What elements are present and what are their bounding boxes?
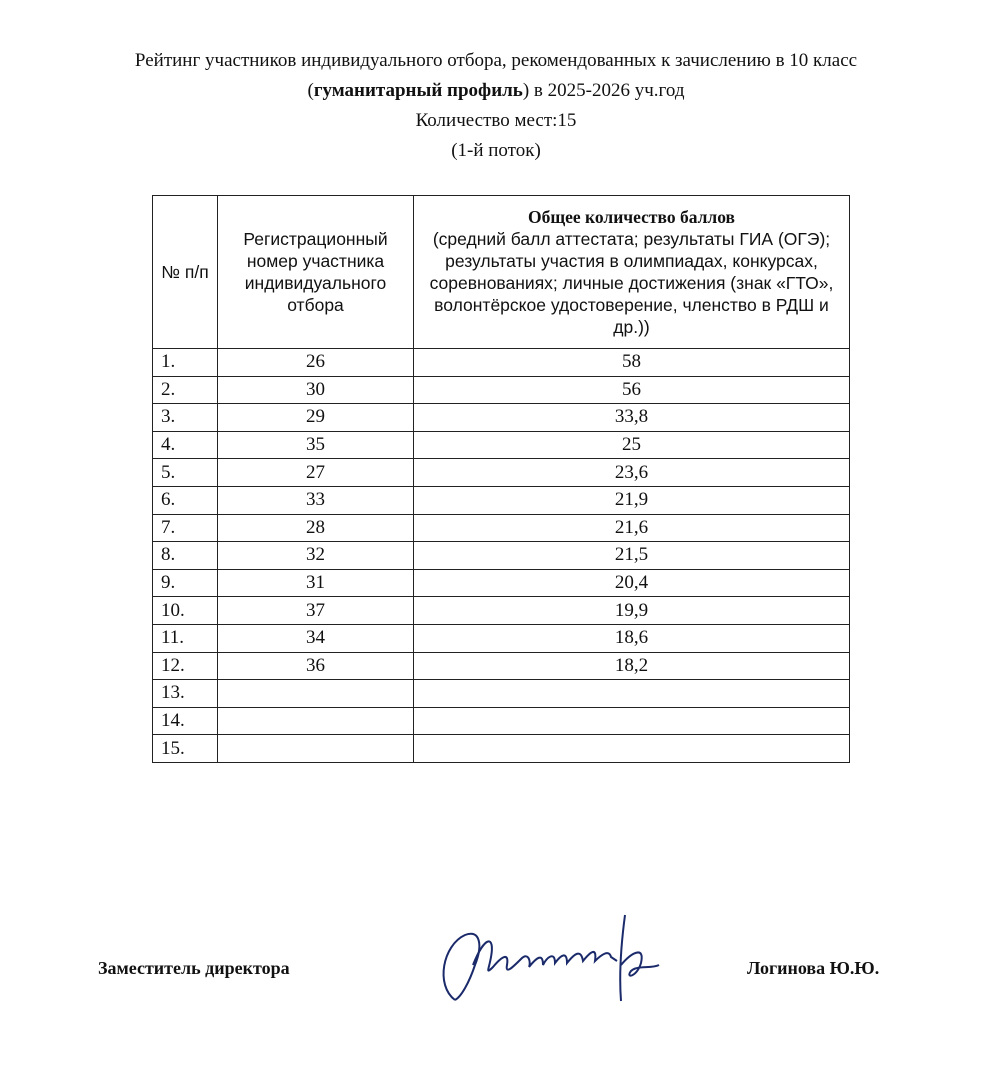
table-row (153, 569, 850, 597)
row-reg-number: 36 (218, 652, 414, 680)
stream-label: (1-й поток) (451, 140, 541, 161)
table-row (153, 735, 850, 763)
row-reg-number (218, 707, 414, 735)
header-reg-number: Регистрационный номер участника индивидуального отбора (218, 196, 414, 349)
rating-table (152, 195, 850, 763)
row-reg-number: 27 (218, 459, 414, 487)
table-row (153, 349, 850, 377)
row-number: 3. (153, 404, 218, 432)
row-reg-number: 29 (218, 404, 414, 432)
table-row (153, 624, 850, 652)
row-score (414, 735, 850, 763)
document-title: Рейтинг участников индивидуального отбора, рекомендованных к зачислению в 10 класс (134, 50, 858, 71)
row-number: 8. (153, 542, 218, 570)
row-reg-number (218, 735, 414, 763)
table-row (153, 597, 850, 625)
profile-open: ( (307, 80, 314, 101)
table-row (153, 680, 850, 708)
table-row (153, 652, 850, 680)
row-number: 10. (153, 597, 218, 625)
table-row (153, 459, 850, 487)
row-number: 2. (153, 376, 218, 404)
row-number: 1. (153, 349, 218, 377)
row-score: 25 (414, 431, 850, 459)
row-reg-number (218, 680, 414, 708)
row-number: 13. (153, 680, 218, 708)
row-reg-number: 34 (218, 624, 414, 652)
row-score: 21,9 (414, 486, 850, 514)
row-reg-number: 32 (218, 542, 414, 570)
row-score: 58 (414, 349, 850, 377)
header-score (414, 196, 850, 349)
row-number: 7. (153, 514, 218, 542)
profile-line (0, 76, 992, 106)
row-reg-number: 26 (218, 349, 414, 377)
table-row (153, 376, 850, 404)
row-score: 18,2 (414, 652, 850, 680)
document-header (0, 46, 992, 166)
row-reg-number: 28 (218, 514, 414, 542)
signer-position: Заместитель директора (98, 958, 290, 978)
row-score: 56 (414, 376, 850, 404)
signer-name: Логинова Ю.Ю. (747, 958, 880, 978)
table-row (153, 542, 850, 570)
profile-name: гуманитарный профиль (313, 80, 523, 101)
places-count: Количество мест:15 (415, 110, 577, 131)
header-score-desc: (средний балл аттестата; результаты ГИА (ОГЭ); результаты участия в олимпиадах, конкурсах, соревнованиях; личные достижения (знак «ГТО», волонтёрское удостоверение, членство в РДШ и др.)) (429, 229, 834, 337)
table-row (153, 707, 850, 735)
row-number: 15. (153, 735, 218, 763)
row-number: 4. (153, 431, 218, 459)
row-score: 23,6 (414, 459, 850, 487)
row-score: 18,6 (414, 624, 850, 652)
signature-icon (425, 905, 675, 1015)
row-reg-number: 35 (218, 431, 414, 459)
row-score (414, 707, 850, 735)
row-score (414, 680, 850, 708)
table-row (153, 404, 850, 432)
table-row (153, 486, 850, 514)
row-number: 6. (153, 486, 218, 514)
table-row (153, 431, 850, 459)
row-score: 33,8 (414, 404, 850, 432)
table-header-row (153, 196, 850, 349)
profile-year: ) в 2025-2026 уч.год (522, 80, 685, 101)
row-number: 14. (153, 707, 218, 735)
header-num: № п/п (153, 196, 218, 349)
row-reg-number: 31 (218, 569, 414, 597)
row-reg-number: 37 (218, 597, 414, 625)
row-number: 12. (153, 652, 218, 680)
table-body (153, 349, 850, 763)
row-score: 19,9 (414, 597, 850, 625)
table-row (153, 514, 850, 542)
row-reg-number: 30 (218, 376, 414, 404)
row-number: 5. (153, 459, 218, 487)
row-score: 20,4 (414, 569, 850, 597)
row-score: 21,5 (414, 542, 850, 570)
row-reg-number: 33 (218, 486, 414, 514)
row-number: 11. (153, 624, 218, 652)
row-number: 9. (153, 569, 218, 597)
row-score: 21,6 (414, 514, 850, 542)
header-score-title: Общее количество баллов (527, 207, 736, 227)
